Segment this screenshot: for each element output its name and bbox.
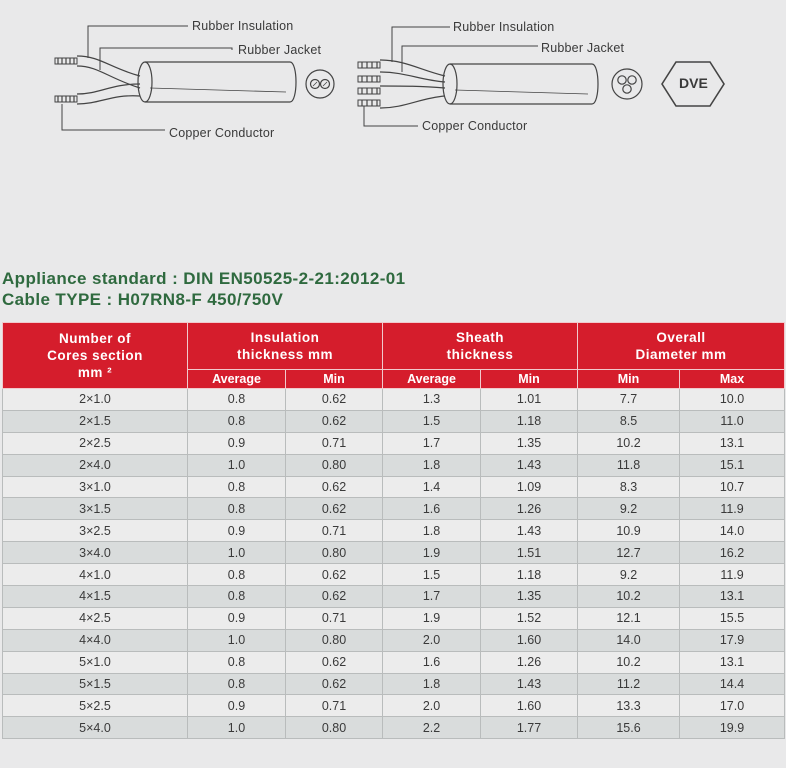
- insulation-min-cell: 0.62: [286, 586, 383, 608]
- overall-max-cell: 13.1: [680, 586, 785, 608]
- insulation-average-cell: 0.9: [188, 520, 286, 542]
- sheath-min-cell: 1.26: [481, 498, 578, 520]
- overall-max-cell: 14.0: [680, 520, 785, 542]
- cores-section-cell: 5×2.5: [3, 695, 188, 717]
- cores-section-cell: 4×4.0: [3, 629, 188, 651]
- table-row: [3, 586, 785, 608]
- cores-section-cell: 3×4.0: [3, 542, 188, 564]
- overall-min-cell: 10.2: [578, 651, 680, 673]
- insulation-min-cell: 0.62: [286, 564, 383, 586]
- insulation-min-cell: 0.80: [286, 629, 383, 651]
- insulation-min-cell: 0.71: [286, 695, 383, 717]
- insulation-average-cell: 0.8: [188, 673, 286, 695]
- cores-section-cell: 3×1.0: [3, 476, 188, 498]
- right-jacket-callout: Rubber Jacket: [541, 41, 625, 55]
- cores-header-line1: Number of: [59, 331, 131, 346]
- insulation-average-cell: 0.8: [188, 410, 286, 432]
- insulation-average-cell: 1.0: [188, 454, 286, 476]
- insulation-average-cell: 0.9: [188, 607, 286, 629]
- sheath-average-cell: 1.8: [383, 673, 481, 695]
- insulation-min-cell: 0.62: [286, 498, 383, 520]
- cable-diagrams: [0, 0, 786, 160]
- overall-min-cell: 10.2: [578, 586, 680, 608]
- table-row: [3, 695, 785, 717]
- overall-max-cell: 13.1: [680, 432, 785, 454]
- overall-max-cell: 16.2: [680, 542, 785, 564]
- insulation-average-cell: 0.9: [188, 695, 286, 717]
- table-row: [3, 673, 785, 695]
- insulation-min-cell: 0.71: [286, 432, 383, 454]
- overall-min-cell: 8.3: [578, 476, 680, 498]
- sheath-average-cell: 1.9: [383, 607, 481, 629]
- overall-min-header: Min: [578, 370, 680, 389]
- overall-header-line1: Overall: [656, 330, 706, 345]
- table-row: [3, 454, 785, 476]
- cores-section-cell: 2×1.0: [3, 389, 188, 411]
- cores-section-cell: 3×2.5: [3, 520, 188, 542]
- sheath-min-cell: 1.35: [481, 432, 578, 454]
- table-row: [3, 498, 785, 520]
- overall-min-cell: 8.5: [578, 410, 680, 432]
- sheath-average-cell: 2.0: [383, 629, 481, 651]
- table-row: [3, 564, 785, 586]
- overall-max-cell: 19.9: [680, 717, 785, 739]
- cores-section-header: [3, 323, 188, 389]
- overall-min-cell: 14.0: [578, 629, 680, 651]
- sheath-header-line2: thickness: [446, 347, 514, 362]
- insulation-min-cell: 0.71: [286, 520, 383, 542]
- overall-min-cell: 9.2: [578, 498, 680, 520]
- left-conductor-callout: Copper Conductor: [169, 126, 275, 140]
- spec-table-body: [3, 389, 785, 739]
- overall-max-cell: 17.9: [680, 629, 785, 651]
- sheath-average-cell: 1.6: [383, 651, 481, 673]
- insulation-min-cell: 0.62: [286, 389, 383, 411]
- table-row: [3, 410, 785, 432]
- sheath-average-cell: 1.4: [383, 476, 481, 498]
- insulation-min-cell: 0.62: [286, 651, 383, 673]
- insulation-average-cell: 0.8: [188, 564, 286, 586]
- sheath-average-cell: 1.8: [383, 520, 481, 542]
- insulation-average-cell: 0.8: [188, 651, 286, 673]
- table-row: [3, 651, 785, 673]
- overall-min-cell: 10.2: [578, 432, 680, 454]
- insulation-min-cell: 0.62: [286, 410, 383, 432]
- sheath-average-header: Average: [383, 370, 481, 389]
- insulation-min-header: Min: [286, 370, 383, 389]
- sheath-average-cell: 1.3: [383, 389, 481, 411]
- sheath-min-cell: 1.09: [481, 476, 578, 498]
- insulation-min-cell: 0.62: [286, 476, 383, 498]
- insulation-average-cell: 1.0: [188, 629, 286, 651]
- table-row: [3, 432, 785, 454]
- table-row: [3, 629, 785, 651]
- sheath-min-cell: 1.01: [481, 389, 578, 411]
- cable-spec-table: [2, 322, 785, 739]
- insulation-min-cell: 0.80: [286, 542, 383, 564]
- table-row: [3, 520, 785, 542]
- sheath-average-cell: 1.7: [383, 586, 481, 608]
- overall-max-cell: 13.1: [680, 651, 785, 673]
- table-row: [3, 607, 785, 629]
- overall-min-cell: 11.8: [578, 454, 680, 476]
- sheath-average-cell: 1.7: [383, 432, 481, 454]
- insulation-header-line1: Insulation: [250, 330, 320, 345]
- cores-section-cell: 2×1.5: [3, 410, 188, 432]
- overall-header-line2: Diameter mm: [635, 347, 727, 362]
- insulation-average-cell: 0.8: [188, 586, 286, 608]
- overall-max-cell: 15.5: [680, 607, 785, 629]
- insulation-min-cell: 0.71: [286, 607, 383, 629]
- cable-type-heading: Cable TYPE : H07RN8-F 450/750V: [2, 290, 284, 309]
- cores-section-cell: 5×1.0: [3, 651, 188, 673]
- sheath-min-cell: 1.35: [481, 586, 578, 608]
- sheath-min-cell: 1.77: [481, 717, 578, 739]
- overall-min-cell: 7.7: [578, 389, 680, 411]
- sheath-min-cell: 1.60: [481, 629, 578, 651]
- cores-header-line2: Cores section: [47, 348, 143, 363]
- overall-max-cell: 11.9: [680, 498, 785, 520]
- two-core-cable-drawing: [55, 26, 334, 130]
- left-insulation-callout: Rubber Insulation: [192, 19, 294, 33]
- cable-illustrations: [0, 0, 786, 160]
- right-conductor-callout: Copper Conductor: [422, 119, 528, 133]
- sheath-min-cell: 1.26: [481, 651, 578, 673]
- insulation-average-cell: 0.9: [188, 432, 286, 454]
- overall-min-cell: 10.9: [578, 520, 680, 542]
- overall-max-cell: 11.0: [680, 410, 785, 432]
- table-row: [3, 476, 785, 498]
- overall-max-cell: 15.1: [680, 454, 785, 476]
- cores-section-cell: 5×1.5: [3, 673, 188, 695]
- appliance-standard-heading: Appliance standard : DIN EN50525-2-21:2012-01: [2, 269, 406, 288]
- table-row: [3, 542, 785, 564]
- overall-diameter-header: [578, 323, 785, 370]
- insulation-average-cell: 0.8: [188, 498, 286, 520]
- table-row: [3, 389, 785, 411]
- overall-max-header: Max: [680, 370, 785, 389]
- cores-section-cell: 3×1.5: [3, 498, 188, 520]
- overall-max-cell: 11.9: [680, 564, 785, 586]
- sheath-min-cell: 1.60: [481, 695, 578, 717]
- cores-header-line3: mm ²: [77, 365, 113, 380]
- table-row: [3, 717, 785, 739]
- overall-min-cell: 9.2: [578, 564, 680, 586]
- overall-max-cell: 17.0: [680, 695, 785, 717]
- sheath-average-cell: 1.9: [383, 542, 481, 564]
- overall-max-cell: 10.7: [680, 476, 785, 498]
- cores-section-cell: 4×1.0: [3, 564, 188, 586]
- sheath-min-cell: 1.18: [481, 564, 578, 586]
- cores-section-cell: 2×2.5: [3, 432, 188, 454]
- cores-section-cell: 2×4.0: [3, 454, 188, 476]
- insulation-average-cell: 1.0: [188, 542, 286, 564]
- overall-min-cell: 11.2: [578, 673, 680, 695]
- sheath-header-line1: Sheath: [456, 330, 505, 345]
- sheath-average-cell: 1.5: [383, 564, 481, 586]
- vde-mark-label: DVE: [679, 75, 708, 91]
- insulation-average-cell: 1.0: [188, 717, 286, 739]
- overall-min-cell: 12.1: [578, 607, 680, 629]
- sheath-average-cell: 2.2: [383, 717, 481, 739]
- sheath-min-cell: 1.18: [481, 410, 578, 432]
- sheath-min-cell: 1.52: [481, 607, 578, 629]
- insulation-average-header: Average: [188, 370, 286, 389]
- sheath-average-cell: 1.6: [383, 498, 481, 520]
- sheath-min-cell: 1.43: [481, 454, 578, 476]
- insulation-thickness-header: [188, 323, 383, 370]
- insulation-average-cell: 0.8: [188, 476, 286, 498]
- overall-min-cell: 12.7: [578, 542, 680, 564]
- overall-max-cell: 14.4: [680, 673, 785, 695]
- sheath-thickness-header: [383, 323, 578, 370]
- sheath-min-cell: 1.51: [481, 542, 578, 564]
- insulation-header-line2: thickness mm: [236, 347, 334, 362]
- overall-max-cell: 10.0: [680, 389, 785, 411]
- sheath-average-cell: 1.8: [383, 454, 481, 476]
- sheath-min-cell: 1.43: [481, 673, 578, 695]
- insulation-average-cell: 0.8: [188, 389, 286, 411]
- insulation-min-cell: 0.62: [286, 673, 383, 695]
- overall-min-cell: 15.6: [578, 717, 680, 739]
- left-jacket-callout: Rubber Jacket: [238, 43, 322, 57]
- overall-min-cell: 13.3: [578, 695, 680, 717]
- sheath-min-cell: 1.43: [481, 520, 578, 542]
- sheath-average-cell: 2.0: [383, 695, 481, 717]
- right-insulation-callout: Rubber Insulation: [453, 20, 555, 34]
- sheath-average-cell: 1.5: [383, 410, 481, 432]
- insulation-min-cell: 0.80: [286, 454, 383, 476]
- cores-section-cell: 5×4.0: [3, 717, 188, 739]
- cores-section-cell: 4×2.5: [3, 607, 188, 629]
- insulation-min-cell: 0.80: [286, 717, 383, 739]
- cores-section-cell: 4×1.5: [3, 586, 188, 608]
- sheath-min-header: Min: [481, 370, 578, 389]
